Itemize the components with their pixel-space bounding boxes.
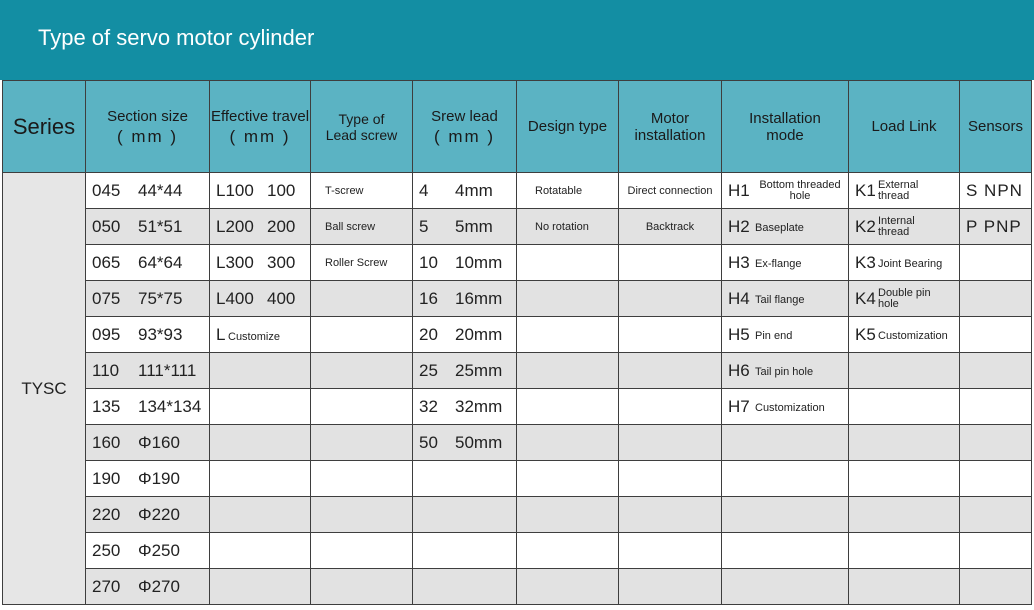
header-design-type: Design type [517,81,619,173]
design-type-cell [517,389,619,425]
installation-desc: Pin end [755,330,793,343]
load-link-cell [849,281,960,317]
lead-screw-cell [311,569,413,605]
section-size-cell [86,281,210,317]
lead-screw-cell [311,497,413,533]
section-size-cell [86,353,210,389]
sensors-cell [960,245,1032,281]
header-lead-screw-line2: Lead screw [325,126,398,143]
table-row [3,389,1032,425]
load-link-cell [849,353,960,389]
effective-travel-cell [210,569,311,605]
motor-installation-cell [619,389,722,425]
section-size-value: Φ190 [138,468,180,488]
lead-screw-cell [311,425,413,461]
table-row [3,353,1032,389]
header-screw-lead [413,81,517,173]
effective-travel-cell [210,389,311,425]
screw-lead-cell [413,281,517,317]
section-size-cell [86,569,210,605]
load-link-code: K3 [855,252,876,272]
travel-value: Customize [228,330,280,343]
lead-screw-cell [311,461,413,497]
installation-code: H1 [728,180,750,200]
header-motor-installation [619,81,722,173]
installation-desc: Bottom threaded hole [759,178,841,202]
section-size-code: 190 [92,468,121,488]
load-link-cell [849,569,960,605]
lead-screw-cell [311,389,413,425]
design-type-cell [517,245,619,281]
motor-installation-cell [619,281,722,317]
load-link-code: K5 [855,324,876,344]
header-screw-lead-unit: ( mm ) [433,127,496,146]
effective-travel-cell [210,317,311,353]
sensors-cell [960,389,1032,425]
header-installation-mode [722,81,849,173]
sensors-cell [960,425,1032,461]
screw-lead-cell [413,245,517,281]
load-link-cell [849,533,960,569]
load-link-cell [849,425,960,461]
effective-travel-cell [210,209,311,245]
design-type-cell [517,533,619,569]
motor-installation-cell [619,353,722,389]
table-row [3,317,1032,353]
lead-screw-cell: Ball screw [311,209,413,245]
section-size-cell [86,425,210,461]
lead-screw-cell [311,281,413,317]
screw-lead-value: 32mm [455,396,503,416]
header-install-line1: Installation [749,109,821,127]
header-lead-screw [311,81,413,173]
section-size-value: Φ250 [138,540,180,560]
travel-value: 400 [267,288,296,308]
screw-lead-value: 5mm [455,216,493,236]
load-link-cell [849,497,960,533]
table-row [3,245,1032,281]
installation-mode-cell [722,245,849,281]
section-size-value: 75*75 [138,288,183,308]
effective-travel-cell [210,425,311,461]
installation-mode-cell [722,497,849,533]
lead-screw-cell: Roller Screw [311,245,413,281]
screw-lead-code: 10 [419,252,438,272]
screw-lead-code: 4 [419,180,429,200]
screw-lead-code: 50 [419,432,438,452]
header-motor-line1: Motor [650,109,690,127]
design-type-cell [517,497,619,533]
section-size-cell [86,497,210,533]
table-row [3,533,1032,569]
table-row [3,497,1032,533]
installation-code: H2 [728,216,750,236]
motor-installation-cell [619,425,722,461]
section-size-value: 111*111 [138,360,197,380]
header-series: Series [3,81,86,173]
table-row [3,173,1032,209]
travel-value: 200 [267,216,296,236]
page-title: Type of servo motor cylinder [38,25,315,50]
lead-screw-cell [311,353,413,389]
screw-lead-value: 16mm [455,288,503,308]
load-link-code: K4 [855,288,876,308]
load-link-desc: Customization [878,330,948,343]
design-type-cell [517,281,619,317]
effective-travel-cell [210,533,311,569]
installation-code: H7 [728,396,750,416]
table-row [3,461,1032,497]
installation-mode-cell [722,425,849,461]
section-size-code: 050 [92,216,121,236]
design-type-cell: Rotatable [517,173,619,209]
table-row [3,425,1032,461]
section-size-code: 075 [92,288,121,308]
section-size-value: 134*134 [138,396,202,416]
installation-code: H3 [728,252,750,272]
section-size-code: 250 [92,540,121,560]
load-link-desc: Internal thread [878,214,915,238]
travel-value: 300 [267,252,296,272]
header-motor-line2: installation [634,126,706,144]
section-size-value: Φ270 [138,576,180,596]
design-type-cell: No rotation [517,209,619,245]
load-link-cell [849,209,960,245]
lead-screw-cell [311,317,413,353]
screw-lead-value: 25mm [455,360,503,380]
sensors-cell [960,317,1032,353]
title-bar [0,0,1034,80]
design-type-cell [517,317,619,353]
installation-mode-cell [722,281,849,317]
screw-lead-cell [413,461,517,497]
screw-lead-value: 4mm [455,180,493,200]
load-link-cell [849,173,960,209]
screw-lead-code: 5 [419,216,429,236]
travel-code: L [216,324,226,344]
effective-travel-cell [210,461,311,497]
header-effective-travel [210,81,311,173]
header-section-size-unit: ( mm ) [116,127,179,146]
screw-lead-cell [413,533,517,569]
screw-lead-code: 16 [419,288,438,308]
screw-lead-cell [413,209,517,245]
motor-installation-cell [619,533,722,569]
load-link-desc: Double pin hole [878,286,931,310]
table-row [3,569,1032,605]
screw-lead-cell [413,389,517,425]
installation-mode-cell [722,569,849,605]
header-install-line2: mode [766,126,804,144]
screw-lead-cell [413,425,517,461]
sensors-cell: S NPN [960,173,1032,209]
installation-desc: Tail flange [755,294,805,307]
travel-code: L200 [216,216,254,236]
header-screw-lead-label: Srew lead [431,108,498,125]
installation-desc: Baseplate [755,222,804,235]
table-row [3,209,1032,245]
installation-mode-cell [722,353,849,389]
load-link-desc: External thread [878,178,919,202]
installation-desc: Customization [755,402,825,415]
travel-code: L400 [216,288,254,308]
effective-travel-cell [210,281,311,317]
installation-mode-cell [722,461,849,497]
load-link-code: K2 [855,216,876,236]
effective-travel-cell [210,497,311,533]
motor-installation-cell [619,245,722,281]
section-size-cell [86,389,210,425]
section-size-value: Φ220 [138,504,180,524]
section-size-code: 220 [92,504,121,524]
header-row [3,81,1032,173]
header-lead-screw-line1: Type of [338,110,385,127]
screw-lead-value: 10mm [455,252,503,272]
table-row [3,281,1032,317]
section-size-cell [86,245,210,281]
screw-lead-value: 20mm [455,324,503,344]
sensors-cell: P PNP [960,209,1032,245]
section-size-code: 045 [92,180,121,200]
lead-screw-cell: T-screw [311,173,413,209]
motor-installation-cell [619,497,722,533]
screw-lead-cell [413,497,517,533]
screw-lead-value: 50mm [455,432,503,452]
section-size-value: 93*93 [138,324,183,344]
motor-installation-cell: Backtrack [619,209,722,245]
section-size-value: 51*51 [138,216,183,236]
travel-value: 100 [267,180,296,200]
sensors-cell [960,497,1032,533]
screw-lead-cell [413,317,517,353]
sensors-cell [960,281,1032,317]
series-cell: TYSC [3,173,86,605]
section-size-cell [86,533,210,569]
design-type-cell [517,425,619,461]
screw-lead-code: 25 [419,360,438,380]
sensors-cell [960,569,1032,605]
section-size-cell [86,173,210,209]
screw-lead-code: 32 [419,396,438,416]
installation-code: H4 [728,288,750,308]
servo-cylinder-table [2,80,1032,605]
section-size-value: Φ160 [138,432,180,452]
load-link-cell [849,461,960,497]
header-section-size [86,81,210,173]
installation-mode-cell [722,389,849,425]
section-size-code: 065 [92,252,121,272]
sensors-cell [960,461,1032,497]
load-link-desc: Joint Bearing [878,258,943,271]
effective-travel-cell [210,245,311,281]
load-link-cell [849,389,960,425]
header-effective-travel-label: Effective travel [210,108,310,125]
load-link-cell [849,317,960,353]
installation-mode-cell [722,533,849,569]
motor-installation-cell [619,461,722,497]
installation-desc: Tail pin hole [755,366,814,379]
header-sensors: Sensors [960,81,1032,173]
screw-lead-cell [413,173,517,209]
screw-lead-cell [413,569,517,605]
installation-code: H6 [728,360,750,380]
travel-code: L300 [216,252,254,272]
installation-desc: Ex-flange [755,258,802,271]
installation-code: H5 [728,324,750,344]
load-link-cell [849,245,960,281]
design-type-cell [517,569,619,605]
header-load-link: Load Link [849,81,960,173]
design-type-cell [517,353,619,389]
section-size-value: 44*44 [138,180,183,200]
section-size-code: 160 [92,432,121,452]
lead-screw-cell [311,533,413,569]
screw-lead-code: 20 [419,324,438,344]
section-size-code: 270 [92,576,121,596]
effective-travel-cell [210,173,311,209]
section-size-code: 135 [92,396,121,416]
section-size-cell [86,209,210,245]
motor-installation-cell [619,317,722,353]
installation-mode-cell [722,209,849,245]
header-section-size-label: Section size [107,108,188,125]
installation-mode-cell [722,317,849,353]
sensors-cell [960,353,1032,389]
travel-code: L100 [216,180,254,200]
section-size-cell [86,461,210,497]
effective-travel-cell [210,353,311,389]
motor-installation-cell: Direct connection [619,173,722,209]
design-type-cell [517,461,619,497]
load-link-code: K1 [855,180,876,200]
sensors-cell [960,533,1032,569]
section-size-code: 095 [92,324,121,344]
section-size-value: 64*64 [138,252,183,272]
installation-mode-cell [722,173,849,209]
section-size-code: 110 [92,360,120,380]
screw-lead-cell [413,353,517,389]
header-effective-travel-unit: ( mm ) [229,127,291,146]
table-body [3,173,1032,605]
section-size-cell [86,317,210,353]
motor-installation-cell [619,569,722,605]
